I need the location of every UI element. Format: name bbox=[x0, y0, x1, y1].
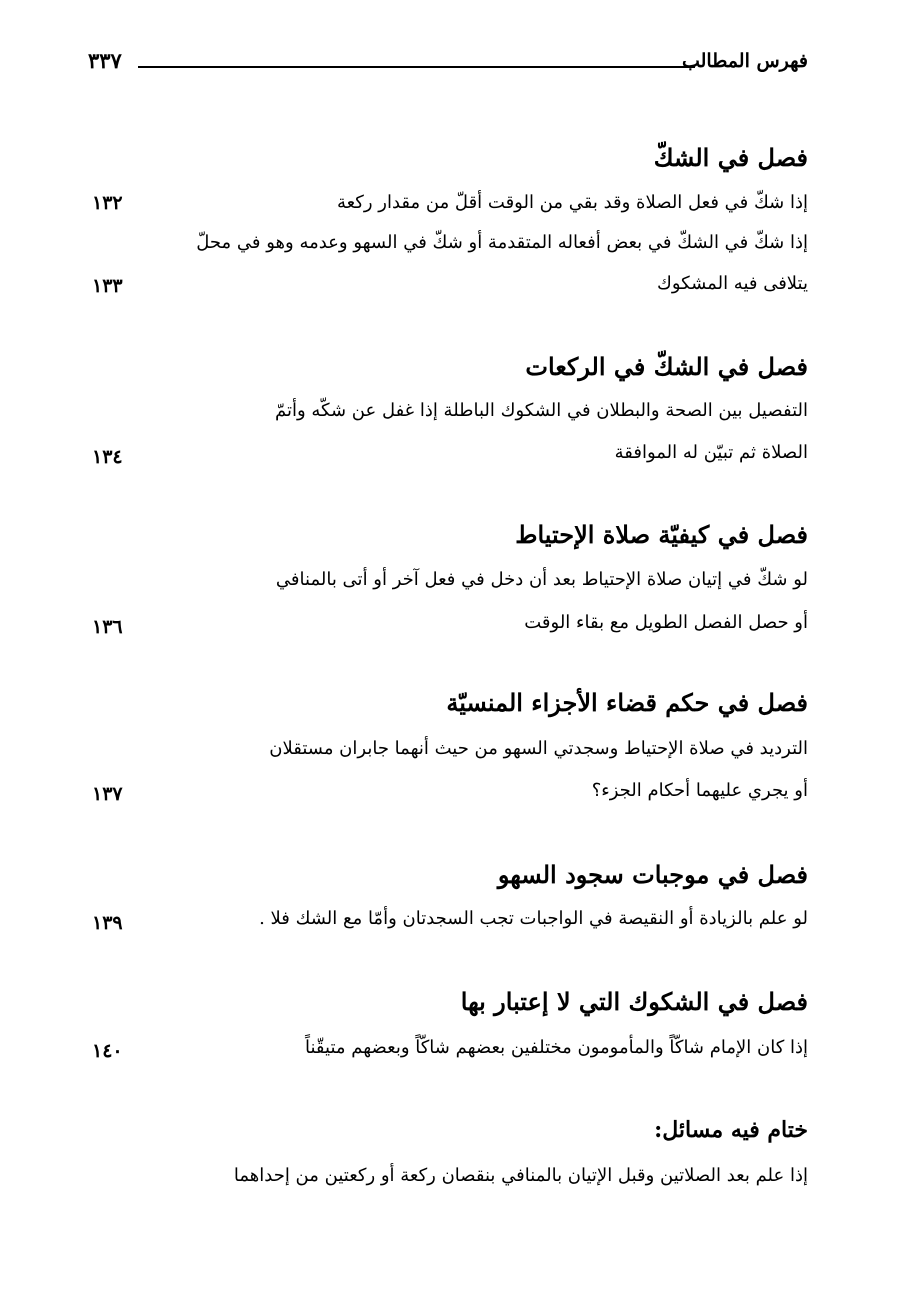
entry-page-number: ١٣٦ bbox=[92, 616, 123, 638]
entry-line: أو حصل الفصل الطويل مع بقاء الوقت bbox=[524, 612, 808, 633]
section-heading: فصل في الشكّ bbox=[653, 143, 808, 172]
entry-line: إذا شكّ في الشكّ في بعض أفعاله المتقدمة أو شكّ في السهو وعدمه وهو في محلّ bbox=[196, 232, 808, 253]
entry-line: يتلافى فيه المشكوك bbox=[657, 273, 808, 294]
entry-page-number: ١٣٩ bbox=[92, 912, 123, 934]
section-heading: فصل في موجبات سجود السهو bbox=[497, 860, 808, 889]
entry-line: أو يجري عليهما أحكام الجزء؟ bbox=[591, 780, 808, 801]
entry-line: الترديد في صلاة الإحتياط وسجدتي السهو من حيث أنهما جابران مستقلان bbox=[269, 738, 808, 759]
entry-page-number: ١٣٢ bbox=[92, 192, 123, 214]
entry-line: الصلاة ثم تبيّن له الموافقة bbox=[614, 442, 808, 463]
entry-line: إذا علم بعد الصلاتين وقبل الإتيان بالمنافي بنقصان ركعة أو ركعتين من إحداهما bbox=[233, 1165, 808, 1186]
section-heading: ختام فيه مسائل: bbox=[654, 1117, 808, 1143]
entry-page-number: ١٤٠ bbox=[92, 1040, 123, 1062]
entry-line: إذا شكّ في فعل الصلاة وقد بقي من الوقت أقلّ من مقدار ركعة bbox=[336, 192, 808, 213]
section-heading: فصل في الشكّ في الركعات bbox=[525, 352, 808, 381]
entry-page-number: ١٣٣ bbox=[92, 275, 123, 297]
entry-line: لو علم بالزيادة أو النقيصة في الواجبات تجب السجدتان وأمّا مع الشك فلا . bbox=[259, 908, 808, 929]
section-heading: فصل في حكم قضاء الأجزاء المنسيّة bbox=[446, 688, 808, 717]
header-page-number: ٣٣٧ bbox=[88, 48, 122, 73]
header-rule bbox=[138, 66, 695, 68]
entry-page-number: ١٣٤ bbox=[92, 446, 123, 468]
running-header-title: فهرس المطالب bbox=[681, 50, 808, 72]
entry-page-number: ١٣٧ bbox=[92, 783, 123, 805]
entry-line: لو شكّ في إتيان صلاة الإحتياط بعد أن دخل في فعل آخر أو أتى بالمنافي bbox=[275, 569, 808, 590]
entry-line: التفصيل بين الصحة والبطلان في الشكوك الباطلة إذا غفل عن شكّه وأتمّ bbox=[274, 400, 808, 421]
entry-line: إذا كان الإمام شاكّاً والمأمومون مختلفين بعضهم شاكّاً وبعضهم متيقّناً bbox=[305, 1037, 808, 1058]
section-heading: فصل في كيفيّة صلاة الإحتياط bbox=[515, 520, 808, 549]
section-heading: فصل في الشكوك التي لا إعتبار بها bbox=[460, 987, 808, 1016]
